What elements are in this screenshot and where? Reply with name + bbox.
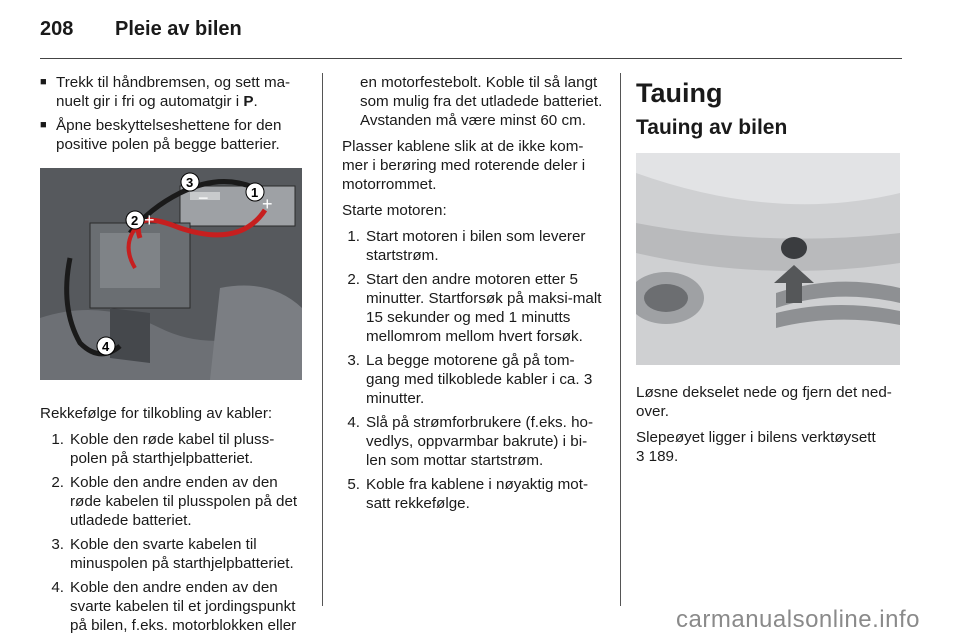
bullet-square-icon: ■ [40,119,47,131]
page-number: 208 [40,18,74,40]
bullet-text-end: . [253,93,258,110]
section-heading: Tauing [636,78,723,108]
step-text: Koble den andre enden av den svarte kabelen til et jordingspunkt på bilen, f.eks. motorblokken eller [70,579,297,634]
bullet-text: Trekk til håndbremsen, og sett ma-nuelt gir i fri og automatgir i [56,74,291,110]
battery-illustration [40,168,302,380]
list-item [40,535,306,573]
figure-label: 4 [102,339,110,354]
step-number: 5. [347,476,360,493]
car-front-illustration [636,153,900,365]
subsection-heading: Tauing av bilen [636,116,788,139]
figure-label: 3 [186,175,194,190]
battery-jumpstart-figure [40,168,302,380]
tow-eye-figure [636,153,900,365]
column-3 [636,73,904,473]
connection-intro: Rekkefølge for tilkobling av kabler: [40,405,273,422]
connection-steps [40,430,306,635]
minus-icon: − [198,188,209,208]
step-text: Koble den røde kabel til pluss-polen på starthjelpbatteriet. [70,431,275,467]
list-item [40,430,306,468]
step-number: 3. [51,536,64,553]
page-title: Pleie av bilen [115,18,242,40]
step-text: Slå på strømforbrukere (f.eks. ho-vedlys, oppvarmbar bakrute) i bi-len som mottar startstrøm. [366,414,594,469]
list-item [40,578,306,635]
step-text: Start den andre motoren etter 5 minutter. Startforsøk på maksi-malt 15 sekunder og med 1 minutts mellomrom mellom hvert forsøk. [366,271,602,345]
column-divider [322,73,323,606]
plus-icon: + [144,210,155,230]
list-item [342,351,604,408]
list-item [342,270,604,346]
step-number: 4. [51,579,64,596]
watermark: carmanualsonline.info [676,606,920,633]
column-divider [620,73,621,606]
start-engine-heading: Starte motoren: [342,202,447,219]
start-steps [342,227,604,513]
bullet-item [40,116,306,154]
step-number: 3. [347,352,360,369]
figure-label: 2 [131,213,139,228]
bullet-text: Åpne beskyttelseshettene for den positive polen på begge batterier. [56,117,282,153]
bullet-square-icon: ■ [40,76,47,88]
cover-instruction: Løsne dekselet nede og fjern det ned-over. [636,384,892,420]
page-reference[interactable]: 3 189. [636,448,679,465]
plus-icon: + [262,194,273,214]
column-2 [342,73,604,518]
continuation-text: en motorfestebolt. Koble til så langt som mulig fra det utladede batteriet. Avstanden må være minst 60 cm. [360,74,603,129]
step-text: Koble den svarte kabelen til minuspolen på starthjelpbatteriet. [70,536,294,572]
tow-eye-location [636,428,904,466]
tow-eye-text: Slepeøyet ligger i bilens verktøysett [636,429,876,446]
step-text: La begge motorene gå på tom-gang med tilkoblede kabler i ca. 3 minutter. [366,352,593,407]
list-item [40,473,306,530]
step-text: Koble den andre enden av den røde kabelen til plusspolen på det utladede batteriet. [70,474,298,529]
figure-label: 1 [251,185,259,200]
page-header [40,18,920,54]
step-text: Start motoren i bilen som leverer startstrøm. [366,228,586,264]
step-number: 2. [51,474,64,491]
header-rule [40,58,902,59]
step-text: Koble fra kablene i nøyaktig mot-satt rekkefølge. [366,476,589,512]
list-item [342,413,604,470]
column-1 [40,73,306,640]
list-item [342,475,604,513]
step-number: 1. [347,228,360,245]
bullet-item [40,73,306,111]
list-item [342,227,604,265]
step-number: 1. [51,431,64,448]
step-number: 4. [347,414,360,431]
step-number: 2. [347,271,360,288]
cable-placement-text: Plasser kablene slik at de ikke kom-mer i berøring med roterende deler i motorrommet. [342,138,586,193]
gear-letter: P [243,93,254,110]
